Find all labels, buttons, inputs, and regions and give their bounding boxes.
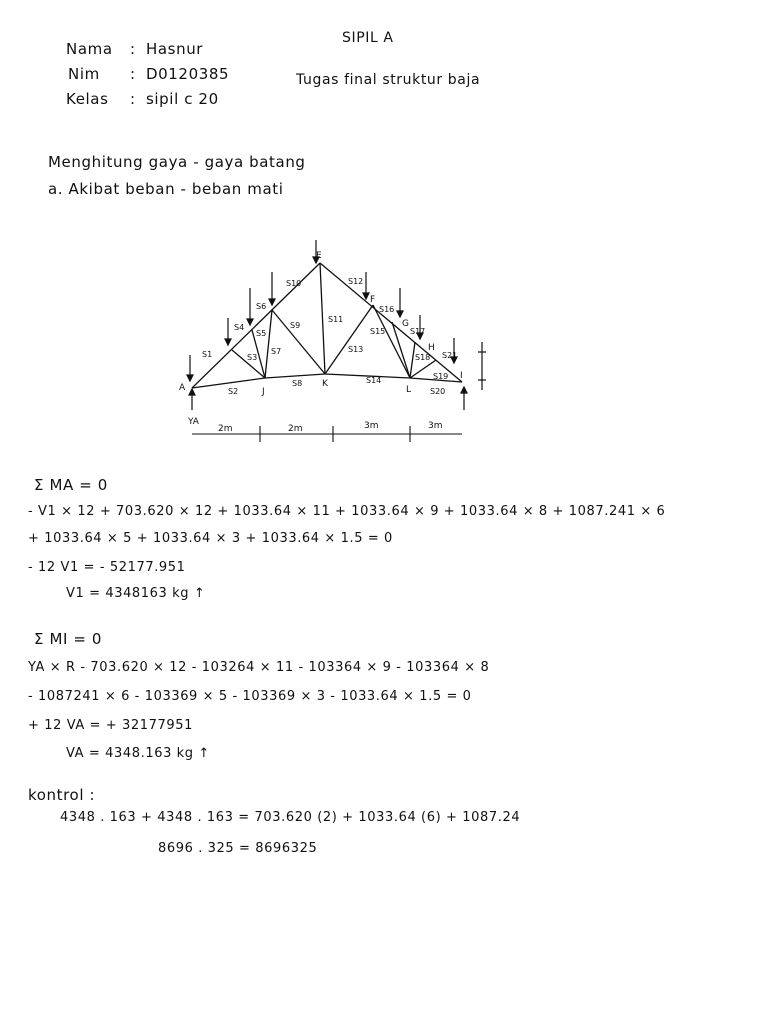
load-arrows [187, 240, 486, 410]
member-label-s4: S4 [234, 323, 245, 332]
member-label-s2: S2 [228, 387, 239, 396]
va-result: VA = 4348.163 kg ↑ [66, 746, 210, 761]
dimension-label-3: 3m [364, 421, 379, 431]
member-label-s9: S9 [290, 321, 301, 330]
sum-moment-a-line-2: + 1033.64 × 5 + 1033.64 × 3 + 1033.64 × 1.5 = 0 [28, 531, 393, 546]
assignment-title: Tugas final struktur baja [296, 72, 481, 88]
sum-moment-a-line-3: - 12 V1 = - 52177.951 [28, 560, 186, 575]
kelas-separator: : [130, 90, 136, 108]
nim-separator: : [130, 65, 136, 83]
sum-moment-i-line-3: + 12 VA = + 32177951 [28, 718, 194, 733]
reaction-label-ya: YA [188, 417, 199, 427]
kontrol-line-2: 8696 . 325 = 8696325 [158, 841, 318, 856]
member-label-s7: S7 [271, 347, 282, 356]
node-label-g: G [402, 319, 409, 329]
member-label-s10: S10 [286, 279, 302, 288]
dimension-label-2: 2m [288, 424, 303, 434]
nim-label: Nim [68, 65, 100, 83]
roof-truss-diagram [170, 230, 510, 445]
truss-members [192, 263, 462, 388]
sum-moment-i-line-2: - 1087241 × 6 - 103369 × 5 - 103369 × 3 - 1033.64 × 1.5 = 0 [28, 689, 472, 704]
member-label-s11: S11 [328, 315, 344, 324]
node-label-k: K [322, 379, 328, 389]
member-label-s13: S13 [348, 345, 364, 354]
kelas-value: sipil c 20 [146, 90, 219, 108]
node-label-h: H [428, 343, 435, 353]
kontrol-line-1: 4348 . 163 + 4348 . 163 = 703.620 (2) + 1033.64 (6) + 1087.24 [60, 810, 521, 825]
node-label-l: L [406, 385, 412, 395]
node-label-j: J [262, 387, 265, 397]
nim-value: D0120385 [146, 65, 230, 83]
node-label-f: F [370, 295, 376, 305]
member-label-s6: S6 [256, 302, 267, 311]
dimension-label-4: 3m [428, 421, 443, 431]
kelas-label: Kelas [66, 90, 109, 108]
member-label-s8: S8 [292, 379, 303, 388]
member-label-s5: S5 [256, 329, 267, 338]
member-label-s15: S15 [370, 327, 386, 336]
section-subtitle: a. Akibat beban - beban mati [48, 180, 284, 198]
node-label-e: E [316, 251, 322, 261]
node-label-i: I [460, 371, 463, 381]
sum-moment-i-heading: Σ MI = 0 [34, 630, 103, 648]
node-label-a: A [179, 383, 186, 393]
member-label-s16: S16 [379, 305, 395, 314]
member-label-s3: S3 [247, 353, 258, 362]
member-label-s12: S12 [348, 277, 364, 286]
span-dimension [192, 426, 462, 442]
nama-label: Nama [66, 40, 113, 58]
member-label-s14: S14 [366, 376, 382, 385]
member-label-s19: S19 [433, 372, 449, 381]
sum-moment-a-heading: Σ MA = 0 [34, 476, 108, 494]
member-label-s1: S1 [202, 350, 213, 359]
v1-result: V1 = 4348163 kg ↑ [66, 586, 206, 601]
sum-moment-i-line-1: YA × R - 703.620 × 12 - 103264 × 11 - 103364 × 9 - 103364 × 8 [28, 660, 490, 675]
class-tag: SIPIL A [342, 30, 394, 46]
member-label-s20: S20 [430, 387, 446, 396]
nama-value: Hasnur [146, 40, 204, 58]
member-label-s17: S17 [410, 327, 426, 336]
section-title: Menghitung gaya - gaya batang [48, 153, 306, 171]
member-label-s18: S18 [415, 353, 431, 362]
sum-moment-a-line-1: - V1 × 12 + 703.620 × 12 + 1033.64 × 11 + 1033.64 × 9 + 1033.64 × 8 + 1087.241 × 6 [28, 504, 666, 519]
dimension-label-1: 2m [218, 424, 233, 434]
kontrol-heading: kontrol : [28, 786, 96, 804]
nama-separator: : [130, 40, 136, 58]
member-label-s21: S21 [442, 351, 458, 360]
